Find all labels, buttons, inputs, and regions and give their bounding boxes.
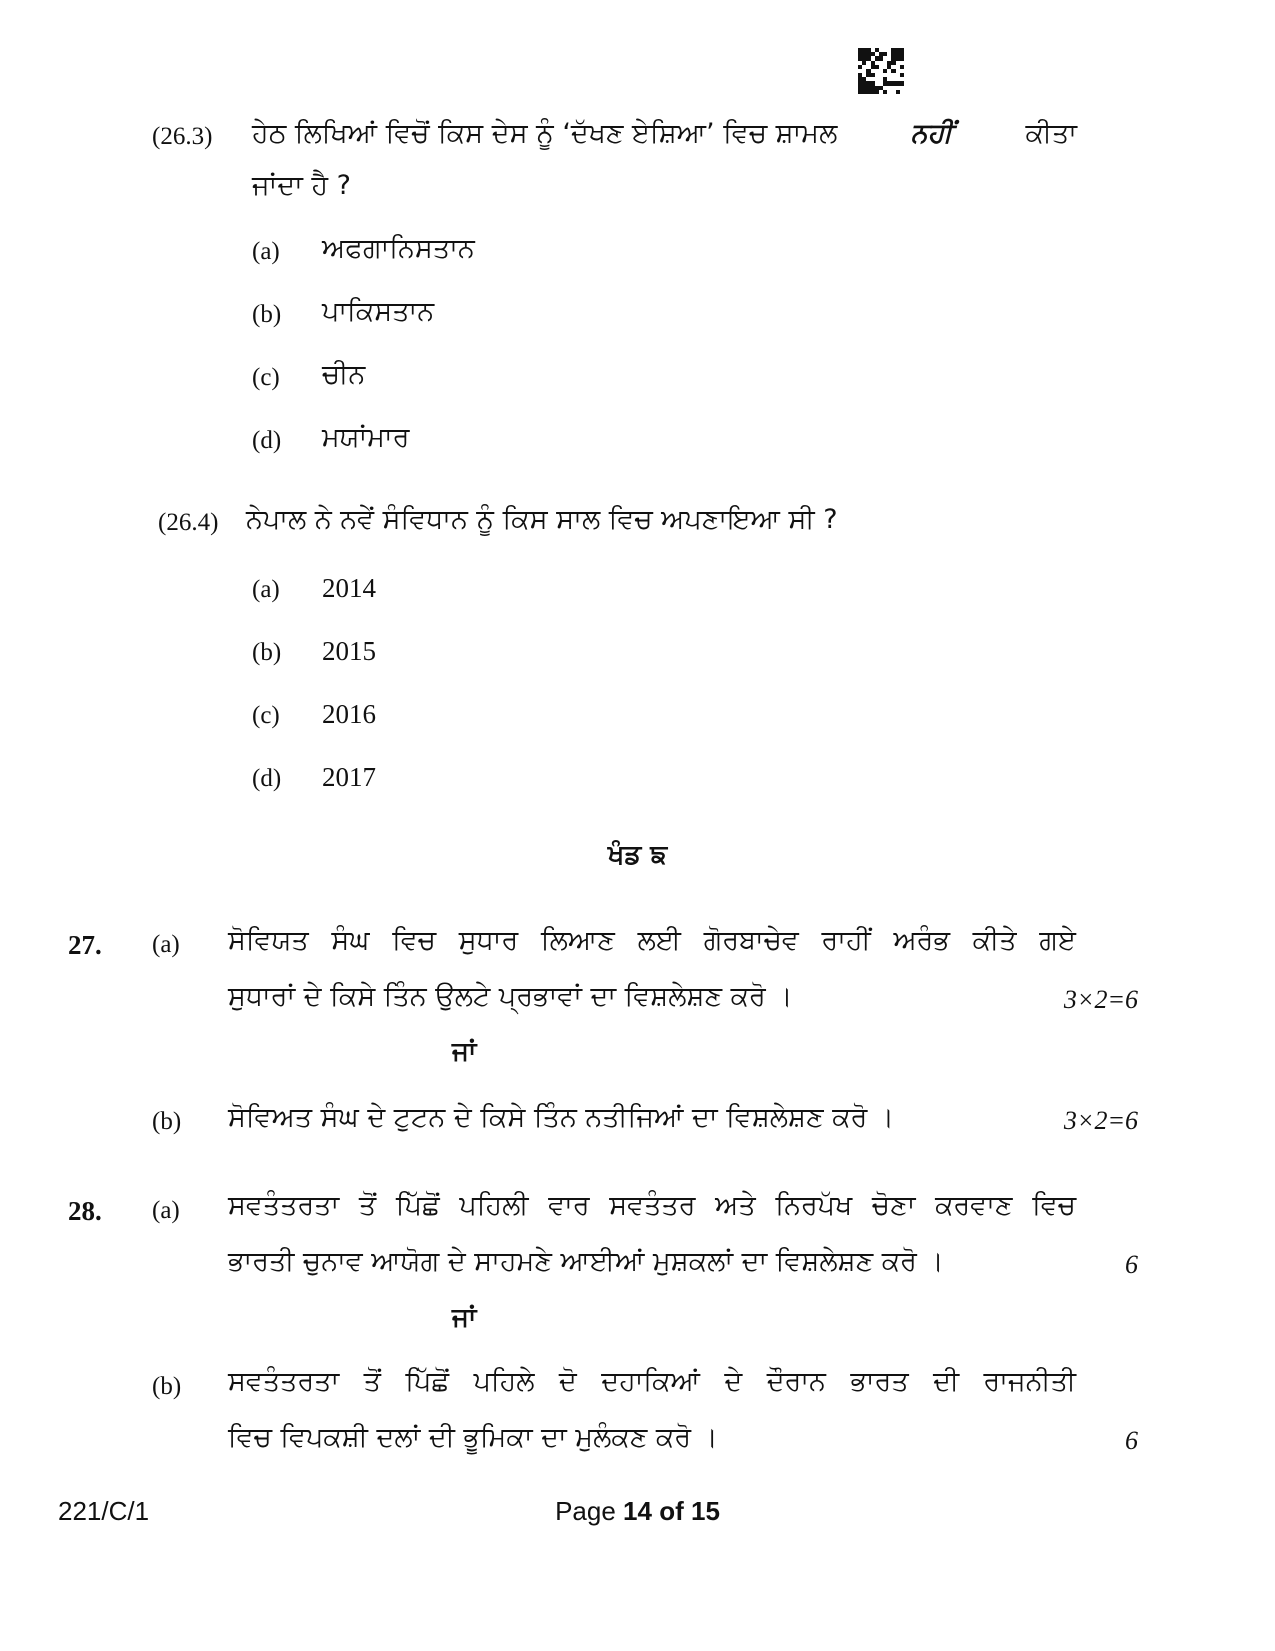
option-label: (b)	[252, 301, 282, 328]
part-label: (b)	[152, 1373, 182, 1400]
question-28a-line1: ਸਵਤੰਤਰਤਾ ਤੋਂ ਪਿੱਛੋਂ ਪਹਿਲੀ ਵਾਰ ਸਵਤੰਤਰ ਅਤੇ ਨਿਰਪੱਖ ਚੋਣਾ ਕਰਵਾਣ ਵਿਚ	[228, 1190, 1076, 1221]
part-label: (a)	[152, 931, 180, 958]
page-number	[0, 1496, 1275, 1527]
question-27b-text: ਸੋਵਿਅਤ ਸੰਘ ਦੇ ਟੁਟਨ ਦੇ ਕਿਸੇ ਤਿੰਨ ਨਤੀਜਿਆਂ ਦਾ ਵਿਸ਼ਲੇਸ਼ਣ ਕਰੋ ।	[228, 1102, 895, 1133]
option-text: 2014	[322, 573, 376, 603]
marks: 3×2=6	[1063, 985, 1138, 1014]
question-26-4-text: ਨੇਪਾਲ ਨੇ ਨਵੇਂ ਸੰਵਿਧਾਨ ਨੂੰ ਕਿਸ ਸਾਲ ਵਿਚ ਅਪਣਾਇਆ ਸੀ ?	[246, 504, 838, 535]
option-label: (c)	[252, 702, 280, 729]
option-text: ਮਯਾਂਮਾਰ	[322, 422, 410, 453]
option-label: (b)	[252, 639, 282, 666]
qr-code	[858, 48, 904, 94]
question-number-28: 28.	[68, 1196, 102, 1226]
question-26-3-text-end: ਕੀਤਾ	[1025, 118, 1077, 149]
option-label: (a)	[252, 238, 280, 265]
option-label: (d)	[252, 427, 282, 454]
question-26-3-text: ਹੇਠ ਲਿਖਿਆਂ ਵਿਚੋਂ ਕਿਸ ਦੇਸ ਨੂੰ ‘ਦੱਖਣ ਏਸ਼ਿਆ’ ਵਿਚ ਸ਼ਾਮਲ	[252, 118, 838, 149]
marks: 3×2=6	[1063, 1106, 1138, 1135]
option-text: ਪਾਕਿਸਤਾਨ	[322, 296, 435, 327]
page-total: 15	[690, 1496, 720, 1526]
question-28a-line2: ਭਾਰਤੀ ਚੁਨਾਵ ਆਯੋਗ ਦੇ ਸਾਹਮਣੇ ਆਈਆਂ ਮੁਸ਼ਕਲਾਂ ਦਾ ਵਿਸ਼ਲੇਸ਼ਣ ਕਰੋ ।	[228, 1246, 944, 1277]
page-prefix: Page	[555, 1496, 616, 1526]
emphasis-not: ਨਹੀਂ	[910, 118, 953, 149]
page-current: 14	[623, 1496, 652, 1526]
marks: 6	[1125, 1250, 1138, 1279]
option-label: (d)	[252, 765, 282, 792]
part-label: (a)	[152, 1197, 180, 1224]
option-label: (a)	[252, 576, 280, 603]
option-text: 2016	[322, 699, 376, 729]
option-text: 2017	[322, 762, 376, 792]
question-27a-line1: ਸੋਵਿਯਤ ਸੰਘ ਵਿਚ ਸੁਧਾਰ ਲਿਆਣ ਲਈ ਗੋਰਬਾਚੇਵ ਰਾਹੀਂ ਅਰੰਭ ਕੀਤੇ ਗਏ	[228, 925, 1076, 956]
question-27a-line2: ਸੁਧਾਰਾਂ ਦੇ ਕਿਸੇ ਤਿੰਨ ਉਲਟੇ ਪ੍ਰਭਾਵਾਂ ਦਾ ਵਿਸ਼ਲੇਸ਼ਣ ਕਰੋ ।	[228, 981, 793, 1012]
question-number-26-3: (26.3)	[152, 123, 213, 150]
page-of: of	[659, 1496, 684, 1526]
question-28b-line1: ਸਵਤੰਤਰਤਾ ਤੋਂ ਪਿੱਛੋਂ ਪਹਿਲੇ ਦੋ ਦਹਾਕਿਆਂ ਦੇ ਦੌਰਾਨ ਭਾਰਤ ਦੀ ਰਾਜਨੀਤੀ	[228, 1366, 1076, 1397]
question-26-3-line2: ਜਾਂਦਾ ਹੈ ?	[252, 170, 351, 201]
question-26-3-line1	[252, 118, 1077, 150]
part-label: (b)	[152, 1108, 182, 1135]
option-text: 2015	[322, 636, 376, 666]
or-text: ਜਾਂ	[452, 1037, 477, 1067]
section-heading: ਖੰਡ ਙ	[607, 840, 668, 870]
marks: 6	[1125, 1426, 1138, 1455]
question-number-27: 27.	[68, 930, 102, 960]
question-28b-line2: ਵਿਚ ਵਿਪਕਸ਼ੀ ਦਲਾਂ ਦੀ ਭੂਮਿਕਾ ਦਾ ਮੁਲੰਕਣ ਕਰੋ ।	[228, 1422, 718, 1453]
or-text: ਜਾਂ	[452, 1303, 477, 1333]
option-text: ਅਫਗਾਨਿਸਤਾਨ	[322, 233, 475, 264]
paper-code: 221/C/1	[58, 1496, 150, 1526]
question-number-26-4: (26.4)	[158, 509, 219, 536]
option-label: (c)	[252, 364, 280, 391]
option-text: ਚੀਨ	[322, 359, 366, 390]
